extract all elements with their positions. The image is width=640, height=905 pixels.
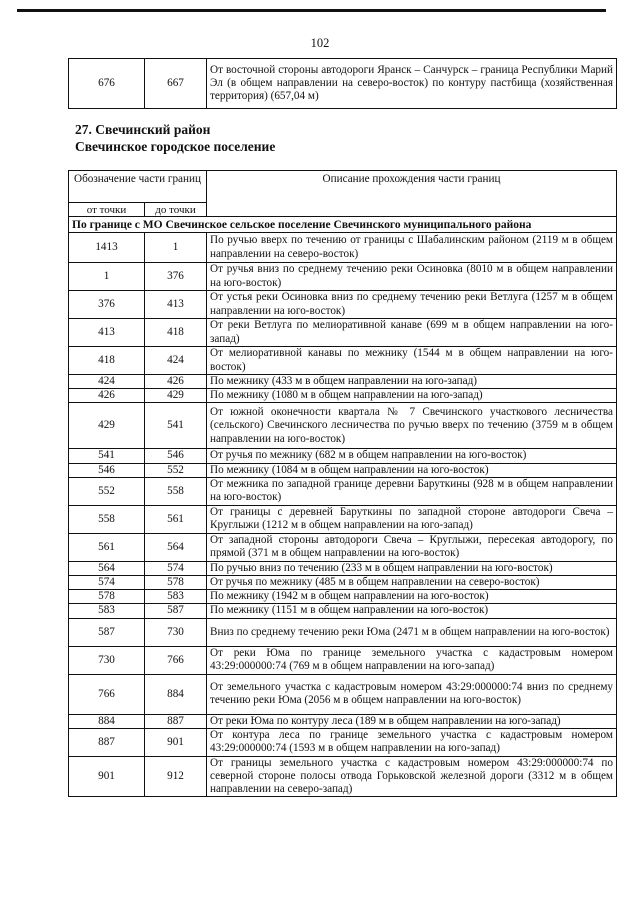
from-point: 884 <box>69 714 145 728</box>
table-row <box>69 375 617 389</box>
to-point: 564 <box>145 533 207 561</box>
table-row <box>69 449 617 463</box>
to-point: 546 <box>145 449 207 463</box>
boundary-description: По ручью вниз по течению (233 м в общем направлении на юго-восток) <box>207 561 617 575</box>
table-row <box>69 403 617 449</box>
to-point: 574 <box>145 561 207 575</box>
from-point: 426 <box>69 389 145 403</box>
boundary-description: От контура леса по границе земельного участка с кадастровым номером 43:29:000000:74 (1593 м в общем направлении на юго-запад) <box>207 728 617 756</box>
table-row <box>69 561 617 575</box>
to-point: 561 <box>145 505 207 533</box>
table-row <box>69 674 617 714</box>
from-point: 541 <box>69 449 145 463</box>
from-point: 574 <box>69 576 145 590</box>
to-point: 418 <box>145 319 207 347</box>
boundary-description: От реки Юма по границе земельного участка с кадастровым номером 43:29:000000:74 (769 м в общем направлении на юго-запад) <box>207 646 617 674</box>
from-point: 676 <box>69 59 145 109</box>
boundary-table <box>68 170 617 797</box>
boundary-description: От ручья по межнику (682 м в общем направлении на юго-восток) <box>207 449 617 463</box>
header-description: Описание прохождения части границ <box>207 171 617 217</box>
boundary-description: По ручью вверх по течению от границы с Шабалинским районом (2119 м в общем направлении на северо-восток) <box>207 233 617 263</box>
to-point: 429 <box>145 389 207 403</box>
to-point: 887 <box>145 714 207 728</box>
header-row <box>69 171 617 203</box>
boundary-description: От реки Ветлуга по мелиоративной канаве (699 м в общем направлении на юго-запад) <box>207 319 617 347</box>
boundary-description: От границы земельного участка с кадастровым номером 43:29:000000:74 по северной стороне полосы отвода Горьковской железной дороги (3312 м в общем направлении на северо-запад) <box>207 756 617 797</box>
table-row <box>69 319 617 347</box>
boundary-description: От границы с деревней Баруткины по западной стороне автодороги Свеча – Круглыжи (1212 м в общем направлении на юго-запад) <box>207 505 617 533</box>
to-point: 587 <box>145 604 207 618</box>
district-heading: 27. Свечинский район <box>75 122 211 137</box>
to-point: 424 <box>145 347 207 375</box>
boundary-description: От западной стороны автодороги Свеча – Круглыжи, пересекая автодорогу, по прямой (371 м в общем направлении на юго-восток) <box>207 533 617 561</box>
to-point: 426 <box>145 375 207 389</box>
page-number: 102 <box>310 36 330 50</box>
boundary-description: От южной оконечности квартала № 7 Свечинского участкового лесничества (сельского) Свечинского лесничества по ручью вверх по течению (3759 м в общем направлении на юго-восток) <box>207 403 617 449</box>
boundary-description: Вниз по среднему течению реки Юма (2471 м в общем направлении на юго-восток) <box>207 618 617 646</box>
to-point: 558 <box>145 477 207 505</box>
from-point: 766 <box>69 674 145 714</box>
to-point: 552 <box>145 463 207 477</box>
from-point: 587 <box>69 618 145 646</box>
header-designation: Обозначение части границ <box>69 171 207 203</box>
boundary-description: От ручья по межнику (485 м в общем направлении на северо-восток) <box>207 576 617 590</box>
table-row <box>69 756 617 797</box>
from-point: 429 <box>69 403 145 449</box>
to-point: 1 <box>145 233 207 263</box>
table-row <box>69 477 617 505</box>
table-row <box>69 646 617 674</box>
to-point: 541 <box>145 403 207 449</box>
to-point: 912 <box>145 756 207 797</box>
to-point: 667 <box>145 59 207 109</box>
from-point: 1413 <box>69 233 145 263</box>
from-point: 552 <box>69 477 145 505</box>
from-point: 1 <box>69 263 145 291</box>
table-row <box>69 263 617 291</box>
table-row <box>69 728 617 756</box>
boundary-description: От устья реки Осиновка вниз по среднему течению реки Ветлуга (1257 м в общем направлении на юго-восток) <box>207 291 617 319</box>
table-row <box>69 604 617 618</box>
to-point: 730 <box>145 618 207 646</box>
boundary-group-row <box>69 217 617 233</box>
from-point: 376 <box>69 291 145 319</box>
from-point: 583 <box>69 604 145 618</box>
to-point: 578 <box>145 576 207 590</box>
boundary-description: От межника по западной границе деревни Баруткины (928 м в общем направлении на юго-восток) <box>207 477 617 505</box>
from-point: 558 <box>69 505 145 533</box>
table-row <box>69 59 617 109</box>
header-to: до точки <box>145 203 207 217</box>
to-point: 766 <box>145 646 207 674</box>
table-row <box>69 618 617 646</box>
to-point: 901 <box>145 728 207 756</box>
to-point: 884 <box>145 674 207 714</box>
boundary-description: По межнику (1084 м в общем направлении на юго-восток) <box>207 463 617 477</box>
table-row <box>69 533 617 561</box>
table-row <box>69 590 617 604</box>
boundary-description: От ручья вниз по среднему течению реки Осиновка (8010 м в общем направлении на юго-восток) <box>207 263 617 291</box>
table-row <box>69 463 617 477</box>
from-point: 578 <box>69 590 145 604</box>
from-point: 546 <box>69 463 145 477</box>
boundary-description: По межнику (1151 м в общем направлении на юго-восток) <box>207 604 617 618</box>
to-point: 376 <box>145 263 207 291</box>
from-point: 564 <box>69 561 145 575</box>
boundary-description: По межнику (433 м в общем направлении на юго-запад) <box>207 375 617 389</box>
boundary-description: По межнику (1080 м в общем направлении на юго-запад) <box>207 389 617 403</box>
table-row <box>69 714 617 728</box>
from-point: 418 <box>69 347 145 375</box>
from-point: 887 <box>69 728 145 756</box>
boundary-description: От земельного участка с кадастровым номером 43:29:000000:74 вниз по среднему течению реки Юма (2056 м в общем направлении на юго-восток) <box>207 674 617 714</box>
previous-page-table <box>68 58 617 109</box>
boundary-description: От восточной стороны автодороги Яранск – Санчурск – граница Республики Марий Эл (в общем направлении на северо-восток) по контуру пастбища (хозяйственная территория) (657,04 м) <box>207 59 617 109</box>
boundary-group-title: По границе с МО Свечинское сельское поселение Свечинского муниципального района <box>69 217 617 233</box>
table-row <box>69 576 617 590</box>
boundary-description: От мелиоративной канавы по межнику (1544 м в общем направлении на юго-восток) <box>207 347 617 375</box>
table-row <box>69 291 617 319</box>
boundary-description: По межнику (1942 м в общем направлении на юго-восток) <box>207 590 617 604</box>
table-row <box>69 505 617 533</box>
top-rule <box>17 9 606 12</box>
from-point: 424 <box>69 375 145 389</box>
table-row <box>69 347 617 375</box>
to-point: 413 <box>145 291 207 319</box>
from-point: 413 <box>69 319 145 347</box>
table-row <box>69 389 617 403</box>
from-point: 561 <box>69 533 145 561</box>
to-point: 583 <box>145 590 207 604</box>
boundary-description: От реки Юма по контуру леса (189 м в общем направлении на юго-запад) <box>207 714 617 728</box>
header-from: от точки <box>69 203 145 217</box>
from-point: 730 <box>69 646 145 674</box>
from-point: 901 <box>69 756 145 797</box>
table-row <box>69 233 617 263</box>
settlement-heading: Свечинское городское поселение <box>75 139 276 154</box>
